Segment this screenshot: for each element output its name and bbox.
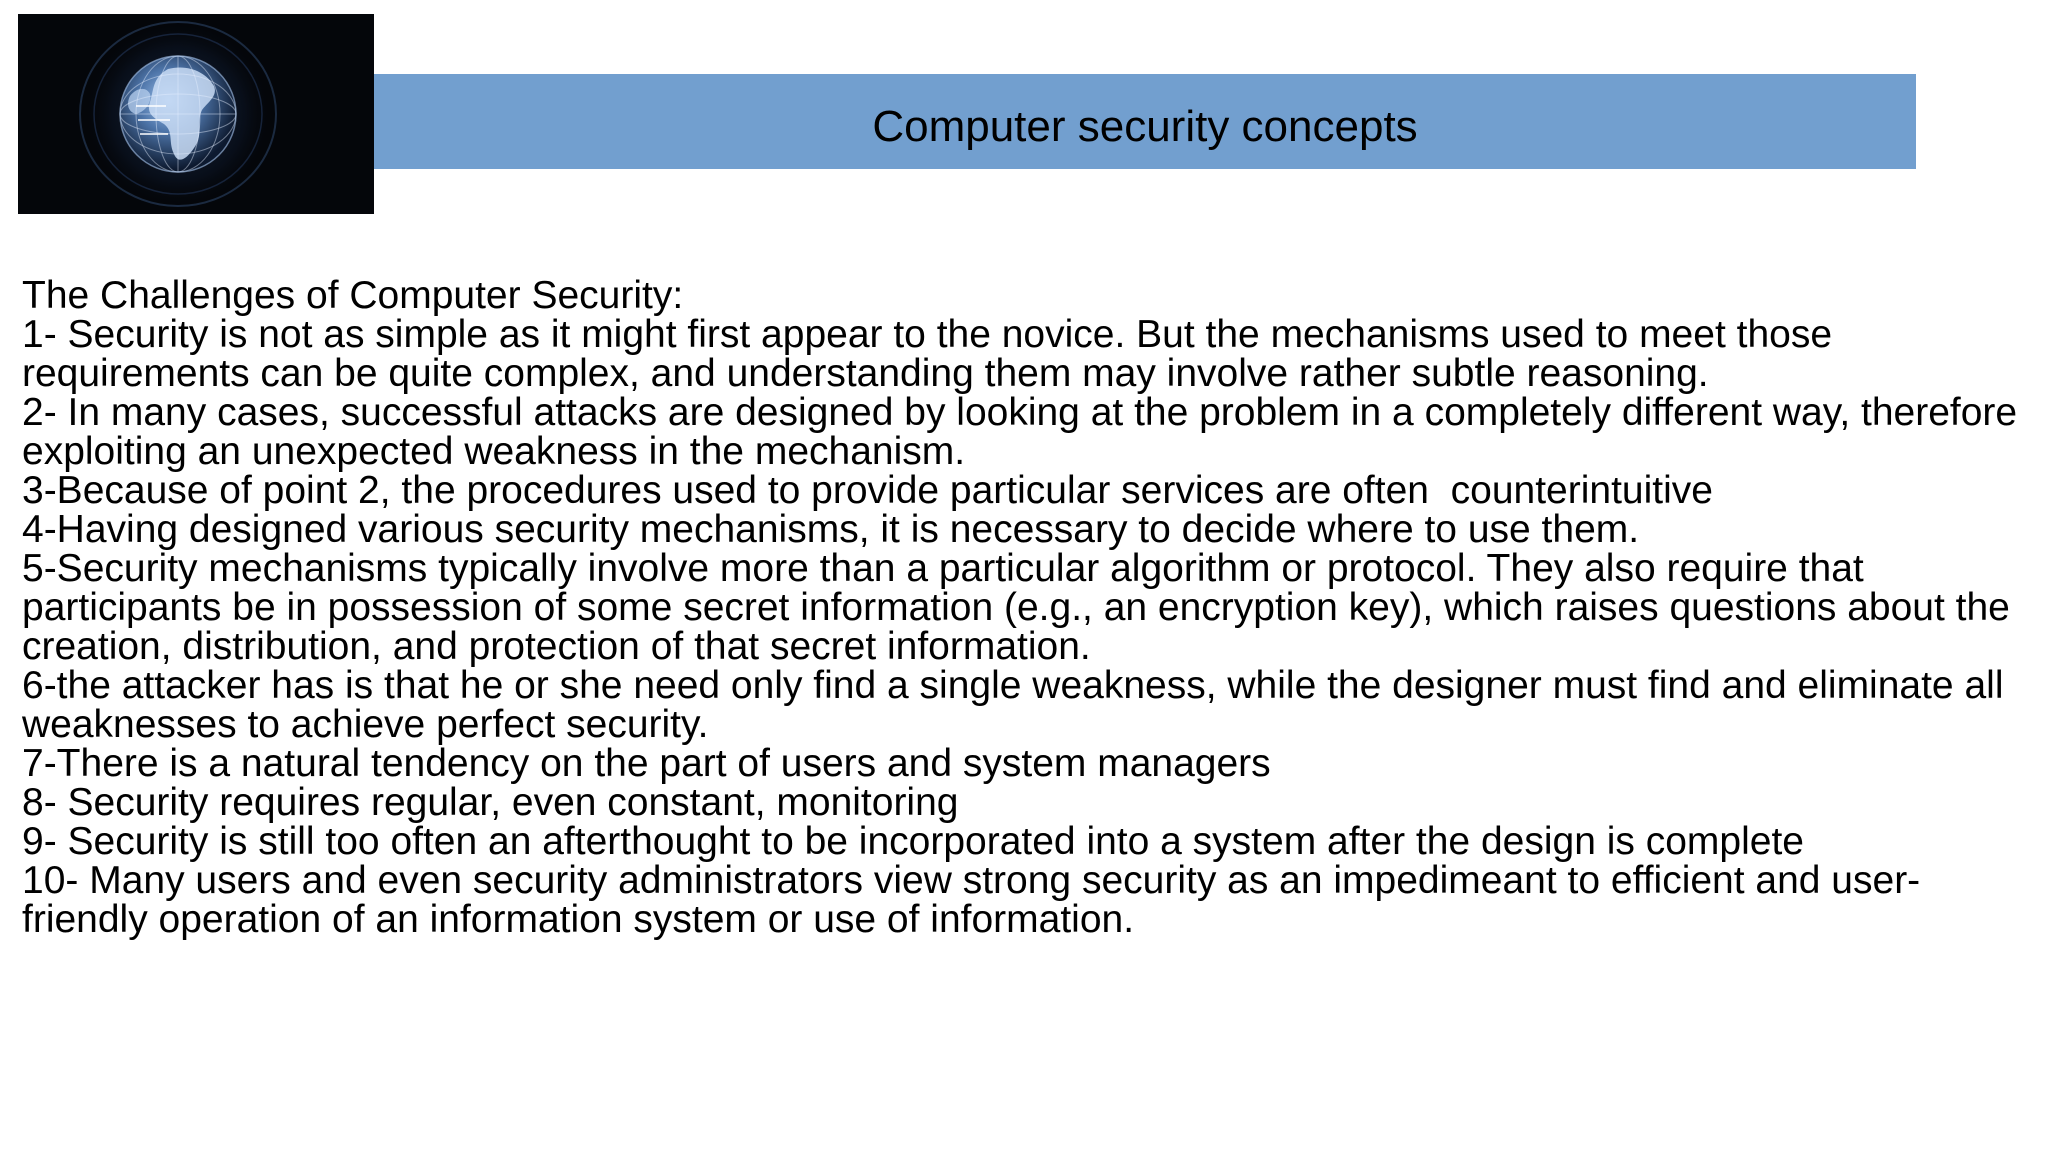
body-heading: The Challenges of Computer Security: [22, 274, 684, 317]
challenge-point-1: 1- Security is not as simple as it might first appear to the novice. But the mechanisms used to meet those requirements can be quite complex, and understanding them may involve rather subtle reasoning. [22, 313, 1843, 395]
challenge-point-9: 9- Security is still too often an afterthought to be incorporated into a system after the design is complete [22, 820, 1804, 863]
globe-icon [18, 14, 374, 214]
globe-image [18, 14, 374, 214]
title-bar [374, 74, 1916, 169]
challenge-point-7: 7-There is a natural tendency on the part of users and system managers [22, 742, 1271, 785]
slide-title: Computer security concepts [872, 101, 1418, 151]
challenge-point-4: 4-Having designed various security mechanisms, it is necessary to decide where to use them. [22, 508, 1640, 551]
challenge-point-3: 3-Because of point 2, the procedures used to provide particular services are often counterintuitive [22, 469, 1713, 512]
challenge-point-2: 2- In many cases, successful attacks are designed by looking at the problem in a completely different way, therefore exploiting an unexpected weakness in the mechanism. [22, 391, 2028, 473]
challenge-point-5: 5-Security mechanisms typically involve more than a particular algorithm or protocol. They also require that participants be in possession of some secret information (e.g., an encryption key), which raises questions about the creation, distribution, and protection of that secret information. [22, 547, 2021, 668]
slide-body [22, 276, 2042, 939]
challenge-point-10: 10- Many users and even security administrators view strong security as an impedimeant to efficient and user-friendly operation of an information system or use of information. [22, 859, 1921, 941]
challenge-point-6: 6-the attacker has is that he or she need only find a single weakness, while the designer must find and eliminate all weaknesses to achieve perfect security. [22, 664, 2015, 746]
challenge-point-8: 8- Security requires regular, even constant, monitoring [22, 781, 959, 824]
